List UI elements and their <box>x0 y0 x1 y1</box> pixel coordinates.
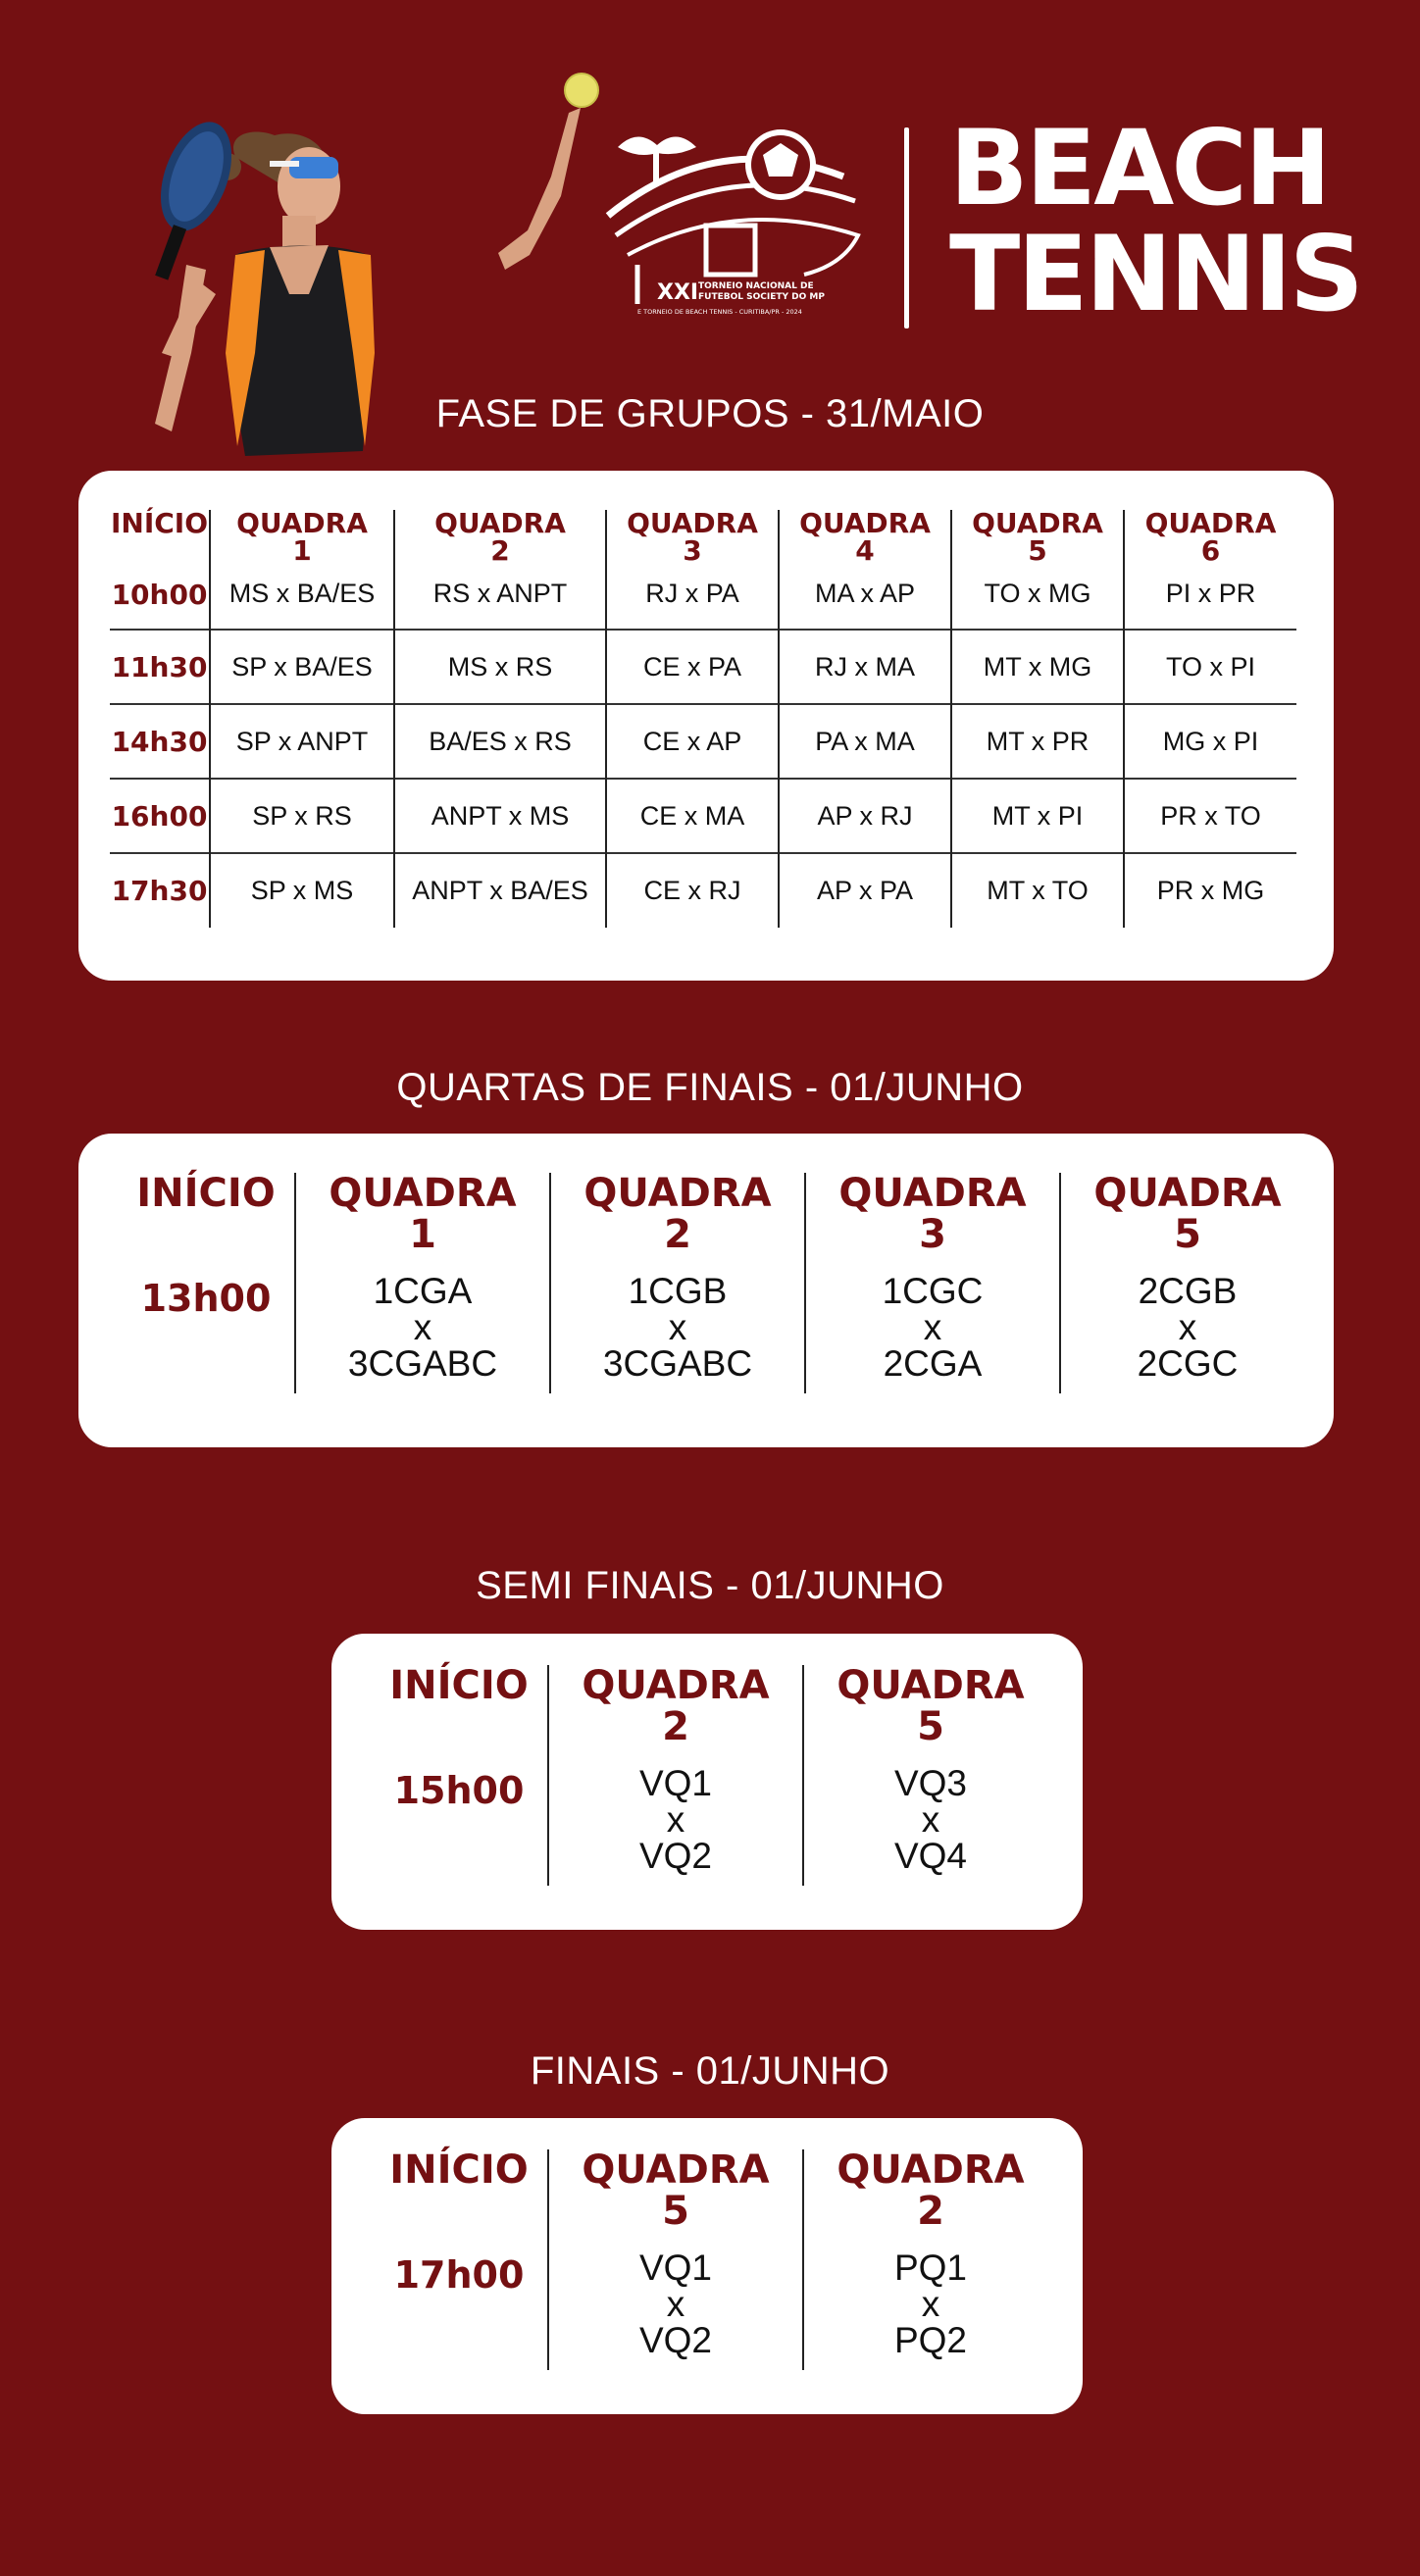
court-column <box>294 1173 549 1393</box>
court-label: QUADRA <box>582 2147 770 2193</box>
court-label: QUADRA <box>837 1663 1025 1708</box>
table-row <box>110 704 1296 779</box>
court-column <box>1059 1173 1314 1393</box>
time-cell: 17h00 <box>393 2253 525 2297</box>
match-cell: PQ1 x PQ2 <box>893 2248 968 2360</box>
start-header: INÍCIO <box>389 2147 529 2193</box>
finals-block <box>371 2149 1057 2370</box>
start-column <box>371 2149 547 2370</box>
court-number: 5 <box>917 1704 944 1749</box>
tournament-logo <box>598 108 873 333</box>
match-cell: MT x MG <box>951 630 1124 704</box>
match-cell: RJ x MA <box>779 630 951 704</box>
header-divider <box>904 127 909 328</box>
logo-line1: TORNEIO NACIONAL DE <box>698 281 814 291</box>
match-cell: MA x AP <box>779 571 951 630</box>
match-cell: RS x ANPT <box>394 571 606 630</box>
table-row <box>110 853 1296 928</box>
court-column <box>547 2149 802 2370</box>
match-cell: CE x RJ <box>606 853 779 928</box>
match-cell: MS x BA/ES <box>210 571 394 630</box>
court-label: QUADRA <box>837 2147 1025 2193</box>
logo-line2: FUTEBOL SOCIETY DO MP <box>698 292 825 302</box>
court-number: 1 <box>409 1212 436 1257</box>
match-cell: MG x PI <box>1124 704 1296 779</box>
court-number: 2 <box>664 1212 691 1257</box>
court-column <box>547 1665 802 1886</box>
match-cell: 1CGA x 3CGABC <box>347 1271 498 1384</box>
match-cell: PI x PR <box>1124 571 1296 630</box>
court-header: QUADRA 6 <box>1124 510 1296 571</box>
match-cell: AP x PA <box>779 853 951 928</box>
match-cell: 1CGB x 3CGABC <box>602 1271 753 1384</box>
table-row <box>110 571 1296 630</box>
table-row <box>110 779 1296 853</box>
logo-line3: E TORNEIO DE BEACH TENNIS - CURITIBA/PR - 2024 <box>637 308 802 316</box>
match-cell: CE x AP <box>606 704 779 779</box>
match-cell: VQ1 x VQ2 <box>638 1763 713 1876</box>
court-number: 5 <box>662 2189 689 2234</box>
finals-title: FINAIS - 01/JUNHO <box>530 2049 890 2093</box>
start-column <box>118 1173 294 1393</box>
match-cell: PA x MA <box>779 704 951 779</box>
match-cell: SP x ANPT <box>210 704 394 779</box>
semis-block <box>371 1665 1057 1886</box>
table-row <box>110 630 1296 704</box>
match-cell: SP x BA/ES <box>210 630 394 704</box>
match-cell: ANPT x BA/ES <box>394 853 606 928</box>
court-column <box>802 1665 1057 1886</box>
title-line1: BEACH <box>949 108 1329 228</box>
match-cell: PR x MG <box>1124 853 1296 928</box>
page-title <box>949 108 1361 334</box>
court-header: QUADRA 4 <box>779 510 951 571</box>
time-cell: 11h30 <box>110 630 210 704</box>
semis-card <box>331 1634 1083 1930</box>
match-cell: VQ3 x VQ4 <box>893 1763 968 1876</box>
groups-title: FASE DE GRUPOS - 31/MAIO <box>435 392 985 435</box>
quarters-title: QUARTAS DE FINAIS - 01/JUNHO <box>396 1066 1024 1109</box>
time-cell: 17h30 <box>110 853 210 928</box>
groups-table <box>110 507 1296 928</box>
court-number: 5 <box>1174 1212 1201 1257</box>
match-cell: VQ1 x VQ2 <box>638 2248 713 2360</box>
start-header: INÍCIO <box>389 1663 529 1708</box>
court-column <box>804 1173 1059 1393</box>
match-cell: MT x PR <box>951 704 1124 779</box>
match-cell: AP x RJ <box>779 779 951 853</box>
court-number: 3 <box>919 1212 946 1257</box>
semis-title: SEMI FINAIS - 01/JUNHO <box>476 1564 944 1607</box>
match-cell: 1CGC x 2CGA <box>882 1271 984 1384</box>
court-header: QUADRA 1 <box>210 510 394 571</box>
match-cell: SP x MS <box>210 853 394 928</box>
match-cell: CE x PA <box>606 630 779 704</box>
match-cell: PR x TO <box>1124 779 1296 853</box>
court-column <box>802 2149 1057 2370</box>
quarters-block <box>118 1173 1314 1393</box>
court-number: 2 <box>662 1704 689 1749</box>
start-header: INÍCIO <box>110 507 209 539</box>
court-number: 2 <box>917 2189 944 2234</box>
time-cell: 15h00 <box>393 1769 525 1812</box>
match-cell: MS x RS <box>394 630 606 704</box>
match-cell: SP x RS <box>210 779 394 853</box>
court-label: QUADRA <box>838 1171 1027 1216</box>
court-label: QUADRA <box>329 1171 517 1216</box>
court-header: QUADRA 3 <box>606 510 779 571</box>
match-cell: MT x PI <box>951 779 1124 853</box>
court-label: QUADRA <box>582 1663 770 1708</box>
match-cell: RJ x PA <box>606 571 779 630</box>
time-cell: 13h00 <box>140 1277 272 1320</box>
match-cell: TO x PI <box>1124 630 1296 704</box>
court-header: QUADRA 2 <box>394 510 606 571</box>
time-cell: 10h00 <box>111 579 208 611</box>
start-column <box>371 1665 547 1886</box>
court-column <box>549 1173 804 1393</box>
time-cell: 14h30 <box>110 704 210 779</box>
match-cell: CE x MA <box>606 779 779 853</box>
court-label: QUADRA <box>1093 1171 1282 1216</box>
start-header: INÍCIO <box>136 1171 276 1216</box>
time-cell: 16h00 <box>110 779 210 853</box>
finals-card <box>331 2118 1083 2414</box>
quarters-card <box>78 1134 1334 1447</box>
match-cell: TO x MG <box>951 571 1124 630</box>
logo-edition: XXI <box>657 280 699 305</box>
groups-card <box>78 471 1334 981</box>
court-header: QUADRA 5 <box>951 510 1124 571</box>
match-cell: MT x TO <box>951 853 1124 928</box>
match-cell: 2CGB x 2CGC <box>1137 1271 1239 1384</box>
title-line2: TENNIS <box>949 214 1361 334</box>
court-label: QUADRA <box>583 1171 772 1216</box>
match-cell: ANPT x MS <box>394 779 606 853</box>
match-cell: BA/ES x RS <box>394 704 606 779</box>
